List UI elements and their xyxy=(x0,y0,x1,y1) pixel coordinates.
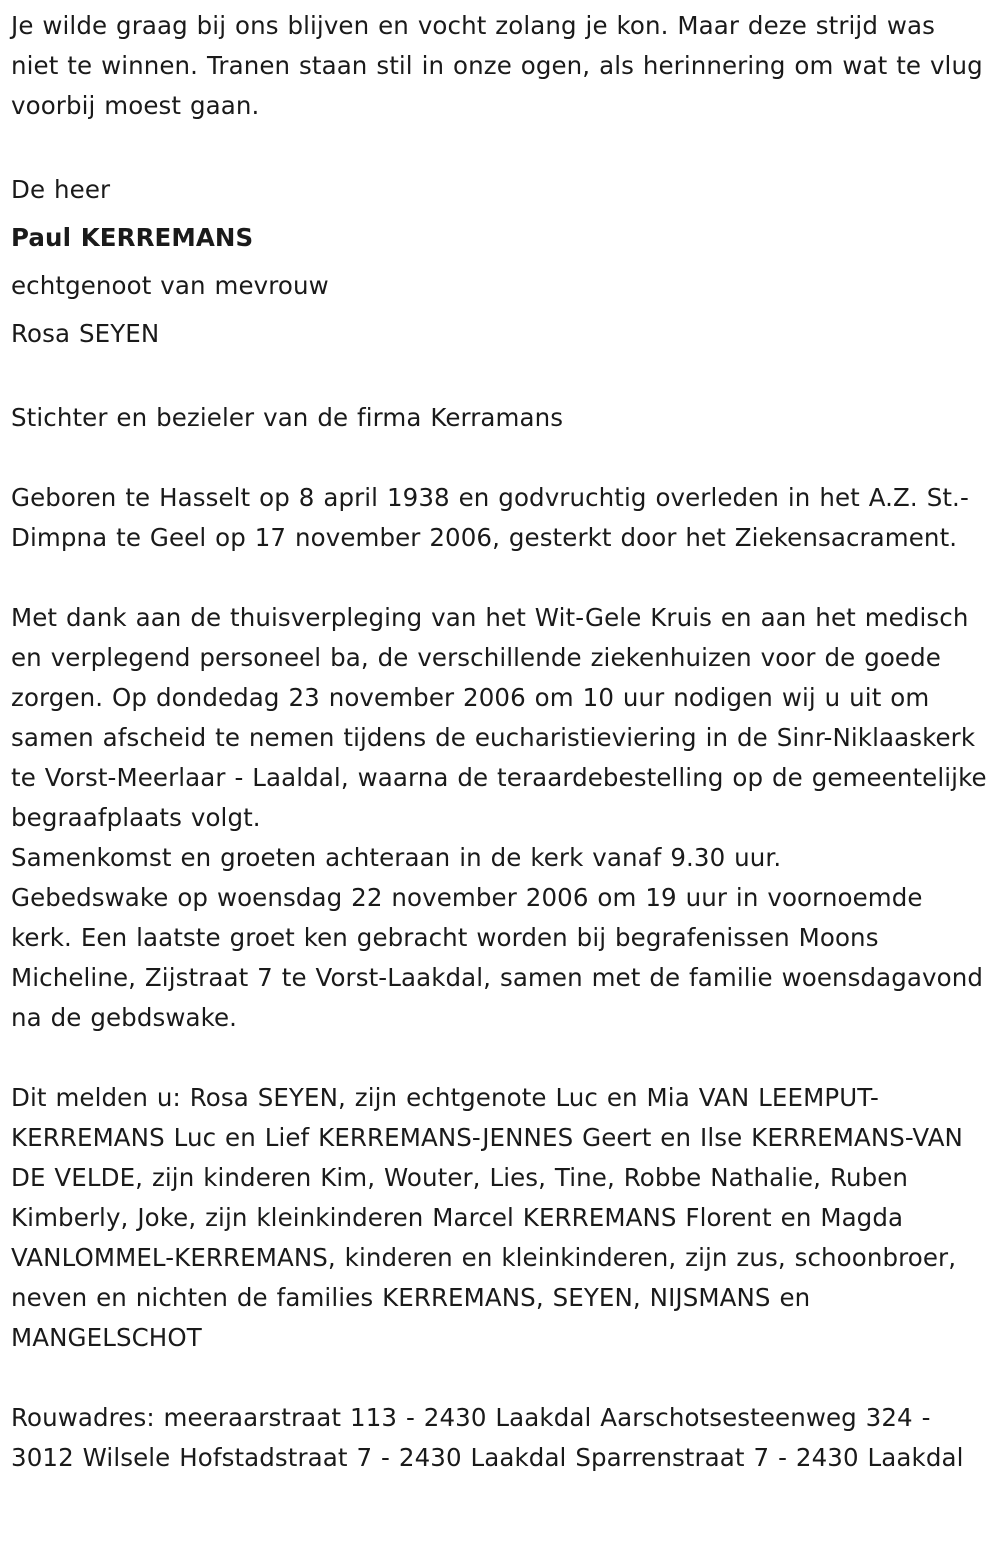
addresses-paragraph: Rouwadres: meeraarstraat 113 - 2430 Laakdal Aarschotsesteenweg 324 - 3012 Wilsele Hofstadstraat 7 - 2430 Laakdal Sparrenstraat 7 - 2430 Laakdal xyxy=(11,1403,964,1472)
spouse-name: Rosa SEYEN xyxy=(11,319,160,348)
spacer xyxy=(11,438,988,478)
spacer xyxy=(11,1038,988,1078)
title-line: De heer xyxy=(11,175,111,204)
deceased-name: Paul KERREMANS xyxy=(11,223,254,252)
spacer xyxy=(11,126,988,166)
spouse-label: echtgenoot van mevrouw xyxy=(11,271,329,300)
thanks-service-paragraph: Met dank aan de thuisverpleging van het Wit-Gele Kruis en aan het medisch en verplegend personeel ba, de verschillende ziekenhuizen voor de goede zorgen. Op dondedag 23 november 2006 om 10 uur nodigen wij u uit om samen afscheid te nemen tijdens de eucharistieviering in de Sinr-Niklaaskerk te Vorst-Meerlaar - Laaldal, waarna de teraardebestelling op de gemeentelijke begraafplaats volgt. Samenkomst en groeten achteraan in de kerk vanaf 9.30 uur. Gebedswake op woensdag 22 november 2006 om 19 uur in voornoemde kerk. Een laatste groet ken gebracht worden bij begrafenissen Moons Micheline, Zijstraat 7 te Vorst-Laakdal, samen met de familie woensdagavond na de gebdswake. xyxy=(11,603,987,1032)
birth-death-paragraph: Geboren te Hasselt op 8 april 1938 en godvruchtig overleden in het A.Z. St.-Dimpna te Geel op 17 november 2006, gesterkt door het Ziekensacrament. xyxy=(11,483,969,552)
spacer xyxy=(11,358,988,398)
founder-line: Stichter en bezieler van de firma Kerramans xyxy=(11,403,564,432)
announcement-paragraph: Dit melden u: Rosa SEYEN, zijn echtgenote Luc en Mia VAN LEEMPUT-KERREMANS Luc en Lief KERREMANS-JENNES Geert en Ilse KERREMANS-VAN DE VELDE, zijn kinderen Kim, Wouter, Lies, Tine, Robbe Nathalie, Ruben Kimberly, Joke, zijn kleinkinderen Marcel KERREMANS Florent en Magda VANLOMMEL-KERREMANS, kinderen en kleinkinderen, zijn zus, schoonbroer, neven en nichten de families KERREMANS, SEYEN, NIJSMANS en MANGELSCHOT xyxy=(11,1083,963,1352)
spacer xyxy=(11,1358,988,1398)
poem-paragraph: Je wilde graag bij ons blijven en vocht zolang je kon. Maar deze strijd was niet te winnen. Tranen staan stil in onze ogen, als herinnering om wat te vlug voorbij moest gaan. xyxy=(11,11,983,120)
spacer xyxy=(11,558,988,598)
